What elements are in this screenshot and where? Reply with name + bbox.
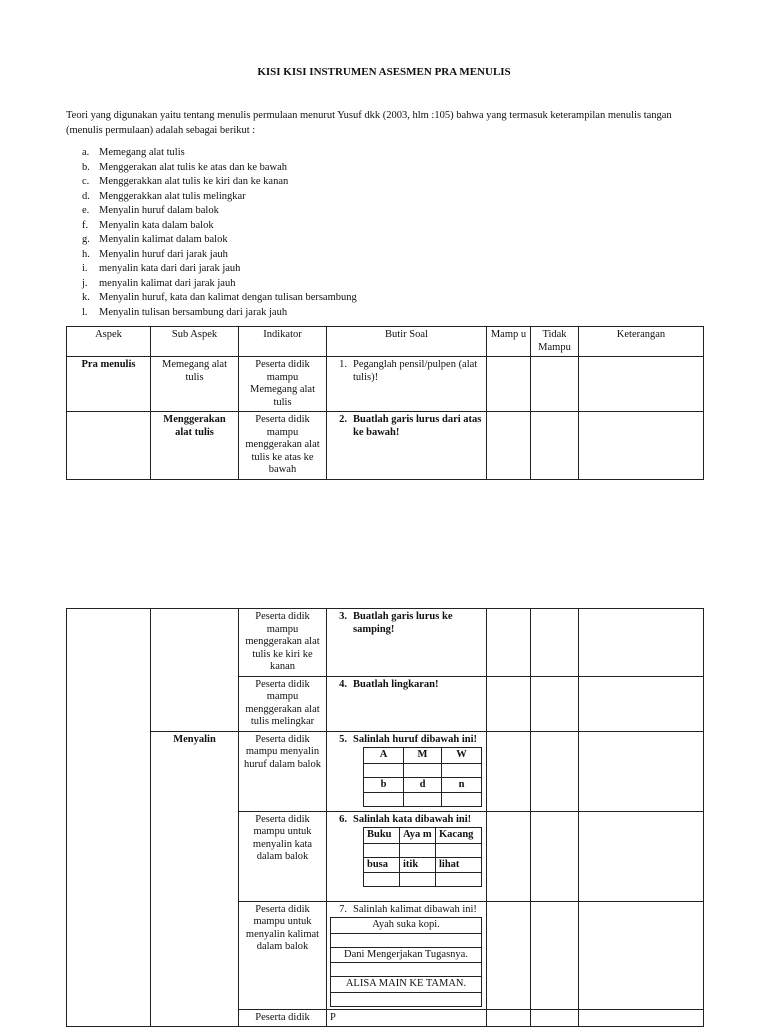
list-marker: e. bbox=[82, 205, 90, 216]
blank-cell bbox=[436, 843, 482, 857]
word-cell: Kacang bbox=[436, 828, 482, 844]
item-text: Salinlah kalimat dibawah ini! bbox=[353, 903, 477, 915]
list-text: menyalin kata dari dari jarak jauh bbox=[99, 263, 241, 274]
blank-cell bbox=[404, 763, 442, 777]
butir-soal-cell bbox=[327, 731, 487, 811]
table-header-row bbox=[67, 327, 704, 357]
document-title: KISI KISI INSTRUMEN ASESMEN PRA MENULIS bbox=[257, 66, 511, 78]
keterangan-cell bbox=[579, 676, 704, 731]
list-item bbox=[82, 161, 357, 176]
list-text: menyalin kalimat dari jarak jauh bbox=[99, 277, 236, 289]
keterangan-cell bbox=[579, 811, 704, 901]
sentence-cell: Dani Mengerjakan Tugasnya. bbox=[331, 947, 482, 963]
header-mampu: Mamp u bbox=[487, 327, 531, 357]
header-tidak-mampu: Tidak Mampu bbox=[531, 327, 579, 357]
header-sub-aspek: Sub Aspek bbox=[151, 327, 239, 357]
item-text: Salinlah huruf dibawah ini! bbox=[353, 733, 478, 745]
list-item bbox=[82, 262, 357, 277]
blank-cell bbox=[436, 873, 482, 887]
words-box bbox=[363, 827, 482, 887]
keterangan-cell bbox=[579, 412, 704, 480]
list-item bbox=[82, 204, 357, 219]
letter-cell: n bbox=[442, 777, 482, 793]
letters-box bbox=[363, 747, 482, 807]
letter-cell: A bbox=[364, 748, 404, 764]
list-marker: h. bbox=[82, 248, 90, 260]
item-number: 5. bbox=[339, 733, 347, 745]
sub-aspek-cell bbox=[151, 609, 239, 732]
list-text: Menggerakkan alat tulis ke kiri dan ke kanan bbox=[99, 176, 289, 187]
keterangan-cell bbox=[579, 609, 704, 677]
list-text: Menyalin kalimat dalam balok bbox=[99, 234, 228, 245]
mampu-cell bbox=[487, 609, 531, 677]
list-text: Menyalin tulisan bersambung dari jarak jauh bbox=[99, 306, 288, 318]
item-text: Peganglah pensil/pulpen (alat tulis)! bbox=[353, 359, 478, 383]
blank-cell bbox=[364, 793, 404, 807]
list-item bbox=[82, 146, 357, 161]
butir-soal-cell bbox=[327, 901, 487, 1009]
tidak-mampu-cell bbox=[531, 357, 579, 412]
list-marker: k. bbox=[82, 292, 90, 303]
intro-paragraph: Teori yang digunakan yaitu tentang menulis permulaan menurut Yusuf dkk (2003, hlm :105) bahwa yang termasuk keterampilan menulis tangan (menulis permulaan) adalah sebagai berikut : bbox=[66, 110, 672, 136]
indikator-cell: Peserta didik mampu Memegang alat tulis bbox=[239, 357, 327, 412]
list-item bbox=[82, 190, 357, 205]
sentence-cell: ALISA MAIN KE TAMAN. bbox=[331, 977, 482, 993]
butir-soal-cell bbox=[327, 676, 487, 731]
sentence-cell: Ayah suka kopi. bbox=[331, 918, 482, 934]
tidak-mampu-cell bbox=[531, 609, 579, 677]
letter-cell: b bbox=[364, 777, 404, 793]
item-text: Buatlah lingkaran! bbox=[353, 678, 439, 690]
item-number: 7. bbox=[339, 903, 347, 915]
word-cell: Buku bbox=[364, 828, 400, 844]
list-text: Menggerakan alat tulis ke atas dan ke bawah bbox=[99, 161, 288, 173]
list-item bbox=[82, 219, 357, 234]
word-cell: Aya m bbox=[400, 828, 436, 844]
indikator-cell: Peserta didik mampu menyalin huruf dalam balok bbox=[239, 731, 327, 811]
list-marker: g. bbox=[82, 234, 90, 245]
header-indikator: Indikator bbox=[239, 327, 327, 357]
tidak-mampu-cell bbox=[531, 901, 579, 1009]
instrument-table-part2 bbox=[66, 608, 704, 1027]
list-item bbox=[82, 277, 357, 292]
butir-soal-cell bbox=[327, 412, 487, 480]
mampu-cell bbox=[487, 731, 531, 811]
skills-list bbox=[82, 146, 357, 320]
list-text: Menyalin kata dalam balok bbox=[99, 219, 214, 231]
table-row bbox=[67, 412, 704, 480]
item-number: 2. bbox=[339, 414, 347, 425]
tidak-mampu-cell bbox=[531, 412, 579, 480]
list-text: Menyalin huruf dalam balok bbox=[99, 205, 219, 216]
blank-cell bbox=[364, 843, 400, 857]
list-marker: c. bbox=[82, 176, 90, 187]
mampu-cell bbox=[487, 901, 531, 1009]
list-marker: f. bbox=[82, 219, 89, 231]
word-cell: busa bbox=[364, 857, 400, 873]
blank-cell bbox=[331, 963, 482, 977]
butir-soal-cell bbox=[327, 811, 487, 901]
indikator-cell: Peserta didik mampu menggerakan alat tulis ke kiri ke kanan bbox=[239, 609, 327, 677]
item-number: 1. bbox=[339, 359, 347, 370]
letter-cell: d bbox=[404, 777, 442, 793]
aspek-cell bbox=[67, 412, 151, 480]
indikator-cell: Peserta didik mampu menggerakan alat tulis melingkar bbox=[239, 676, 327, 731]
list-text: Menyalin huruf dari jarak jauh bbox=[99, 248, 228, 260]
item-number: 6. bbox=[339, 813, 347, 825]
blank-cell bbox=[404, 793, 442, 807]
list-marker: a. bbox=[82, 147, 90, 158]
blank-cell bbox=[364, 763, 404, 777]
aspek-cell bbox=[67, 609, 151, 1027]
tidak-mampu-cell bbox=[531, 731, 579, 811]
keterangan-cell bbox=[579, 901, 704, 1009]
keterangan-cell bbox=[579, 731, 704, 811]
butir-soal-cell bbox=[327, 609, 487, 677]
header-aspek: Aspek bbox=[67, 327, 151, 357]
blank-cell bbox=[400, 873, 436, 887]
list-marker: l. bbox=[82, 306, 88, 318]
blank-cell bbox=[400, 843, 436, 857]
item-number: 4. bbox=[339, 678, 347, 690]
table-row bbox=[67, 609, 704, 677]
sub-aspek-cell: Menyalin bbox=[151, 731, 239, 1027]
list-item bbox=[82, 233, 357, 248]
table-row bbox=[67, 357, 704, 412]
header-butir-soal: Butir Soal bbox=[327, 327, 487, 357]
blank-cell bbox=[331, 992, 482, 1006]
letter-cell: W bbox=[442, 748, 482, 764]
sub-aspek-cell: Memegang alat tulis bbox=[151, 357, 239, 412]
item-number: 3. bbox=[339, 611, 347, 622]
blank-cell bbox=[331, 933, 482, 947]
word-cell: lihat bbox=[436, 857, 482, 873]
list-text: Menggerakkan alat tulis melingkar bbox=[99, 190, 246, 202]
tidak-mampu-cell bbox=[531, 676, 579, 731]
indikator-cell: Peserta didik mampu untuk menyalin kata dalam balok bbox=[239, 811, 327, 901]
sentences-box bbox=[330, 917, 482, 1007]
word-cell: itik bbox=[400, 857, 436, 873]
list-marker: d. bbox=[82, 190, 90, 202]
table-row bbox=[67, 731, 704, 811]
butir-soal-cell bbox=[327, 357, 487, 412]
item-text: Salinlah kata dibawah ini! bbox=[353, 813, 472, 825]
butir-soal-cell: P bbox=[327, 1009, 487, 1027]
sub-aspek-cell: Menggerakan alat tulis bbox=[151, 412, 239, 480]
letter-cell: M bbox=[404, 748, 442, 764]
blank-cell bbox=[364, 873, 400, 887]
indikator-cell: Peserta didik mampu menggerakan alat tulis ke atas ke bawah bbox=[239, 412, 327, 480]
list-text: Menyalin huruf, kata dan kalimat dengan tulisan bersambung bbox=[99, 292, 357, 303]
keterangan-cell bbox=[579, 357, 704, 412]
mampu-cell bbox=[487, 412, 531, 480]
aspek-cell: Pra menulis bbox=[67, 357, 151, 412]
mampu-cell bbox=[487, 811, 531, 901]
instrument-table-part1 bbox=[66, 326, 704, 480]
blank-cell bbox=[442, 763, 482, 777]
mampu-cell bbox=[487, 357, 531, 412]
header-keterangan: Keterangan bbox=[579, 327, 704, 357]
list-item bbox=[82, 291, 357, 306]
tidak-mampu-cell bbox=[531, 811, 579, 901]
blank-cell bbox=[442, 793, 482, 807]
indikator-cell: Peserta didik bbox=[239, 1009, 327, 1027]
list-item bbox=[82, 248, 357, 263]
list-item bbox=[82, 306, 357, 321]
list-marker: j. bbox=[82, 277, 88, 289]
mampu-cell bbox=[487, 676, 531, 731]
item-text: Buatlah garis lurus ke samping! bbox=[353, 611, 453, 635]
indikator-cell: Peserta didik mampu untuk menyalin kalimat dalam balok bbox=[239, 901, 327, 1009]
item-text: Buatlah garis lurus dari atas ke bawah! bbox=[353, 414, 482, 438]
list-marker: b. bbox=[82, 161, 90, 173]
list-text: Memegang alat tulis bbox=[99, 147, 185, 158]
list-item bbox=[82, 175, 357, 190]
list-marker: i. bbox=[82, 263, 88, 274]
